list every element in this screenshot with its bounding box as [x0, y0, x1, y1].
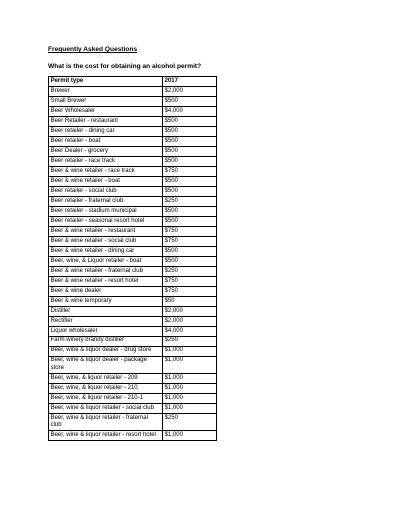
fee-cell: $500: [163, 246, 217, 256]
fee-cell: $500: [163, 206, 217, 216]
permit-type-cell: Beer, wine & liquor retailer - resort hotel: [49, 430, 163, 440]
table-row: [49, 246, 217, 256]
table-row: [49, 156, 217, 166]
fee-cell: $4,000: [163, 326, 217, 336]
permit-type-cell: Beer & wine temporary: [49, 296, 163, 306]
table-row: [49, 336, 217, 346]
permit-type-cell: Beer retailer - dining car: [49, 126, 163, 136]
table-row: [49, 296, 217, 306]
table-row: [49, 216, 217, 226]
permit-type-cell: Beer retailer - social club: [49, 186, 163, 196]
permit-type-cell: Beer, wine & liquor dealer - drug store: [49, 346, 163, 356]
fee-cell: $500: [163, 146, 217, 156]
permit-type-cell: Beer retailer - stadium municipal: [49, 206, 163, 216]
permit-fee-table: [48, 76, 217, 441]
fee-cell: $750: [163, 286, 217, 296]
fee-cell: $250: [163, 336, 217, 346]
table-row: [49, 316, 217, 326]
permit-type-cell: Beer, wine & liquor dealer - package store: [49, 356, 163, 373]
fee-cell: $750: [163, 226, 217, 236]
permit-type-cell: Beer & wine dealer: [49, 286, 163, 296]
table-row: [49, 146, 217, 156]
table-row: [49, 430, 217, 440]
fee-cell: $500: [163, 116, 217, 126]
fee-cell: $250: [163, 196, 217, 206]
question-heading: What is the cost for obtaining an alcohol permit?: [48, 63, 202, 70]
fee-cell: $500: [163, 216, 217, 226]
permit-type-cell: Beer retailer - race track: [49, 156, 163, 166]
table-row: [49, 96, 217, 106]
table-row: [49, 356, 217, 373]
table-row: [49, 166, 217, 176]
table-row: [49, 186, 217, 196]
table-body: [49, 86, 217, 440]
permit-type-cell: Beer & wine retailer - dining car: [49, 246, 163, 256]
fee-cell: $2,000: [163, 306, 217, 316]
permit-type-cell: Beer & wine retailer - resort hotel: [49, 276, 163, 286]
table-row: [49, 116, 217, 126]
permit-type-cell: Rectifier: [49, 316, 163, 326]
table-row: [49, 266, 217, 276]
fee-cell: $500: [163, 156, 217, 166]
permit-type-cell: Small Brewer: [49, 96, 163, 106]
fee-cell: $4,000: [163, 106, 217, 116]
permit-type-cell: Beer Dealer - grocery: [49, 146, 163, 156]
table-row: [49, 256, 217, 266]
fee-cell: $500: [163, 176, 217, 186]
fee-cell: $1,000: [163, 383, 217, 393]
permit-type-cell: Brewer: [49, 86, 163, 96]
permit-type-cell: Beer, wine, & Liquor retailer - boat: [49, 256, 163, 266]
permit-type-cell: Beer retailer - seasonal resort hotel: [49, 216, 163, 226]
fee-cell: $500: [163, 136, 217, 146]
permit-type-cell: Beer & wine retailer - race track: [49, 166, 163, 176]
table-row: [49, 286, 217, 296]
table-row: [49, 226, 217, 236]
column-header-permit-type: Permit type: [49, 77, 163, 87]
table-row: [49, 86, 217, 96]
fee-cell: $250: [163, 413, 217, 430]
table-row: [49, 403, 217, 413]
fee-cell: $500: [163, 256, 217, 266]
fee-cell: $1,000: [163, 403, 217, 413]
column-header-year: 2017: [163, 77, 217, 87]
permit-type-cell: Beer & wine retailer - restaurant: [49, 226, 163, 236]
table-row: [49, 106, 217, 116]
table-header-row: [49, 77, 217, 87]
permit-type-cell: Beer retailer - boat: [49, 136, 163, 146]
fee-cell: $500: [163, 186, 217, 196]
fee-cell: $2,000: [163, 86, 217, 96]
table-row: [49, 306, 217, 316]
table-row: [49, 136, 217, 146]
table-row: [49, 326, 217, 336]
fee-cell: $2,000: [163, 316, 217, 326]
table-row: [49, 276, 217, 286]
fee-cell: $1,000: [163, 373, 217, 383]
fee-cell: $250: [163, 266, 217, 276]
fee-cell: $500: [163, 96, 217, 106]
table-row: [49, 413, 217, 430]
permit-type-cell: Farm winery brandy distiller: [49, 336, 163, 346]
table-row: [49, 206, 217, 216]
fee-cell: $750: [163, 166, 217, 176]
table-row: [49, 126, 217, 136]
permit-type-cell: Distiller: [49, 306, 163, 316]
permit-type-cell: Beer Retailer - restaurant: [49, 116, 163, 126]
permit-type-cell: Liquor wholesaler: [49, 326, 163, 336]
permit-type-cell: Beer retailer - fraternal club: [49, 196, 163, 206]
fee-cell: $1,000: [163, 430, 217, 440]
faq-heading: Frequently Asked Questions: [48, 46, 138, 53]
fee-cell: $1,000: [163, 346, 217, 356]
fee-cell: $500: [163, 126, 217, 136]
table-row: [49, 383, 217, 393]
fee-cell: $1,000: [163, 393, 217, 403]
permit-type-cell: Beer, wine, & liquor retailer - 210: [49, 383, 163, 393]
fee-cell: $750: [163, 276, 217, 286]
table-row: [49, 373, 217, 383]
permit-type-cell: Beer, wine, & liquor retailer - 210-1: [49, 393, 163, 403]
permit-type-cell: Beer Wholesaler: [49, 106, 163, 116]
table-row: [49, 346, 217, 356]
table-row: [49, 196, 217, 206]
permit-type-cell: Beer & wine retailer - social club: [49, 236, 163, 246]
table-row: [49, 176, 217, 186]
permit-type-cell: Beer, wine & liquor retailer - social club: [49, 403, 163, 413]
fee-cell: $50: [163, 296, 217, 306]
permit-type-cell: Beer, wine & liquor retailer - fraternal club: [49, 413, 163, 430]
permit-type-cell: Beer & wine retailer - boat: [49, 176, 163, 186]
permit-type-cell: Beer, wine, & liquor retailer - 209: [49, 373, 163, 383]
table-row: [49, 393, 217, 403]
table-row: [49, 236, 217, 246]
fee-cell: $1,000: [163, 356, 217, 373]
fee-cell: $750: [163, 236, 217, 246]
permit-type-cell: Beer & wine retailer - fraternal club: [49, 266, 163, 276]
